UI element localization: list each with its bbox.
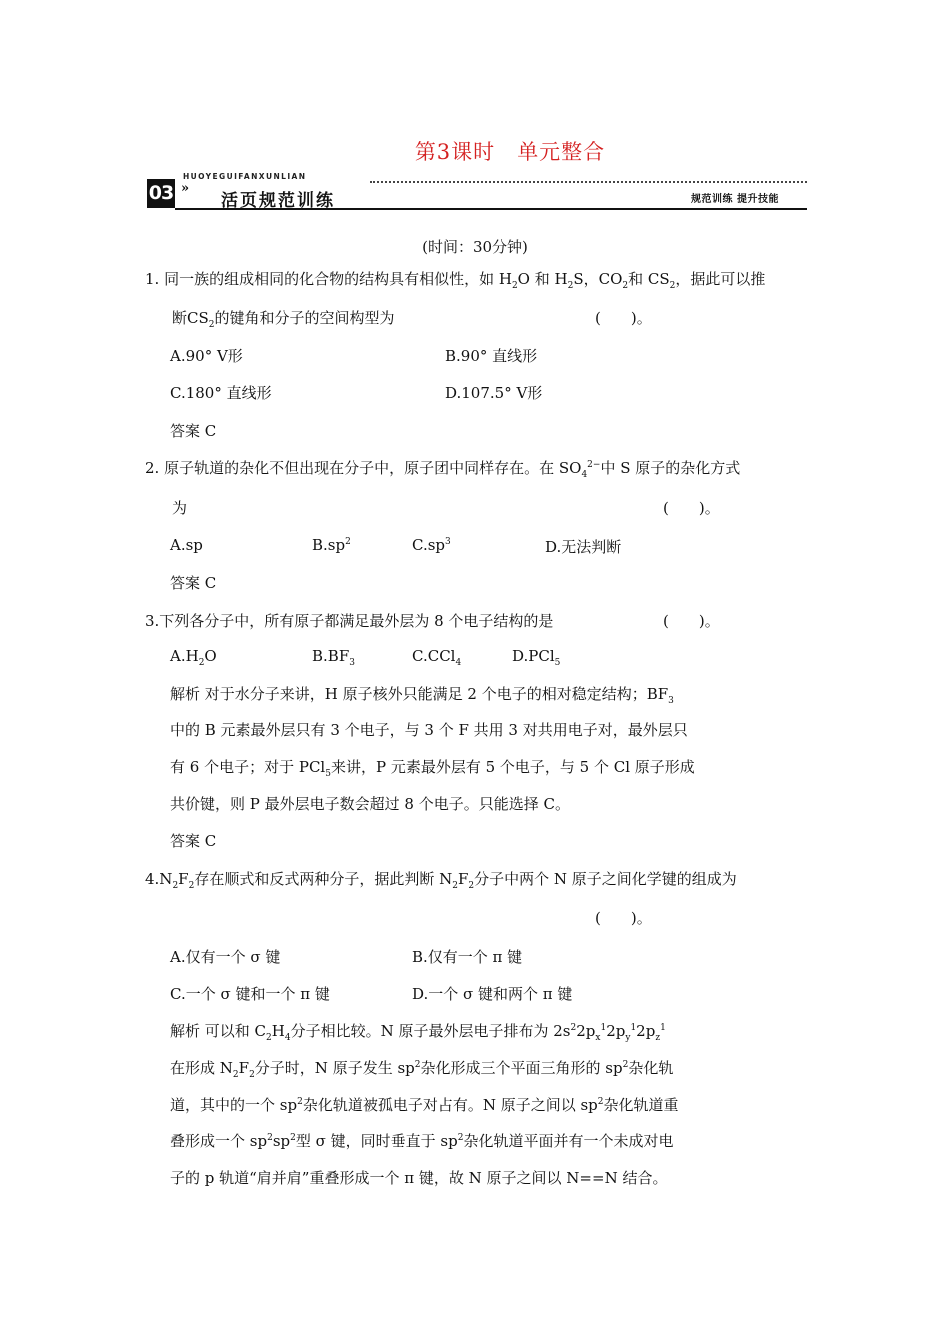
- banner-slogan: 规范训练 提升技能: [691, 194, 779, 205]
- q2-answer-blank: ( )。: [663, 499, 720, 517]
- q2-stem-line1: 2. 原子轨道的杂化不但出现在分子中，原子团中同样存在。在 $SO_4^{2-}$中 S 原子的杂化方式: [145, 459, 741, 480]
- q1-option-c: C.180° 直线形: [170, 384, 272, 402]
- q2-answer: 答案 C: [170, 574, 217, 592]
- q3-explanation-line1: 解析 对于水分子来讲，H 原子核外只能满足 2 个电子的相对稳定结构；$BF_3$: [170, 685, 674, 706]
- q4-option-c: C.一个 σ 键和一个 π 键: [170, 985, 330, 1003]
- q1-stem-line2: 断$CS_2$的键角和分子的空间构型为: [172, 309, 395, 330]
- banner-dotted-rule: [370, 181, 807, 183]
- q3-option-d: D.PCl$_5$: [512, 647, 561, 668]
- banner-pinyin: HUOYEGUIFANXUNLIAN: [183, 172, 307, 181]
- title-lesson: 第3课时: [414, 140, 496, 164]
- q2-option-d: D.无法判断: [545, 538, 622, 556]
- q1-option-d: D.107.5° V形: [445, 384, 543, 402]
- q4-answer-blank: ( )。: [595, 909, 652, 927]
- q3-explanation-line2: 中的 B 元素最外层只有 3 个电子，与 3 个 F 共用 3 对共用电子对，最外层只: [170, 721, 688, 739]
- q1-answer: 答案 C: [170, 422, 217, 440]
- q4-option-d: D.一个 σ 键和两个 π 键: [412, 985, 573, 1003]
- q2-stem-line2: 为: [172, 499, 188, 517]
- q3-option-a: $A.H_2O$: [170, 647, 217, 668]
- q3-answer: 答案 C: [170, 832, 217, 850]
- banner-heading: 活页规范训练: [221, 191, 335, 211]
- q1-stem-line1: 1. 同一族的组成相同的化合物的结构具有相似性，如 $H_2O$ 和 $H_2S$，$CO_2$和 $CS_2$，据此可以推: [145, 270, 766, 291]
- q3-explanation-line4: 共价键，则 P 最外层电子数会超过 8 个电子。只能选择 C。: [170, 795, 570, 813]
- title-unit: 单元整合: [517, 140, 606, 164]
- q3-answer-blank: ( )。: [663, 612, 720, 630]
- q4-stem: $4.N_2F_2$存在顺式和反式两种分子，据此判断 $N_2F_2$分子中两个 N 原子之间化学键的组成为: [145, 870, 737, 891]
- page-title: [0, 136, 950, 166]
- q1-option-b: B.90° 直线形: [445, 347, 538, 365]
- q2-option-b: $B.sp^2$: [312, 536, 351, 554]
- q4-option-a: A.仅有一个 σ 键: [170, 948, 281, 966]
- section-banner: [145, 172, 807, 212]
- banner-number: 03: [147, 179, 175, 208]
- q4-option-b: B.仅有一个 π 键: [412, 948, 523, 966]
- q4-explanation-line4: 叠形成一个 $sp^2sp^2$型 σ 键，同时垂直于 $sp^2$杂化轨道平面并有一个未成对电: [170, 1132, 674, 1150]
- q3-explanation-line3: 有 6 个电子；对于 PCl$_5$来讲，P 元素最外层有 5 个电子，与 5 个 Cl 原子形成: [170, 758, 695, 779]
- time-note: (时间：30分钟): [422, 238, 528, 256]
- q4-explanation-line1: 解析 可以和 $C_2H_4$分子相比较。N 原子最外层电子排布为 $2s^22p_x^12p_y^12p_z^1$: [170, 1022, 666, 1043]
- q1-answer-blank: ( )。: [595, 309, 652, 327]
- q4-explanation-line5: 子的 p 轨道“肩并肩”重叠形成一个 π 键，故 N 原子之间以 N==N 结合。: [170, 1169, 668, 1187]
- q4-explanation-line3: 道，其中的一个 $sp^2$杂化轨道被孤电子对占有。N 原子之间以 $sp^2$杂化轨道重: [170, 1096, 679, 1114]
- q2-option-c: $C.sp^3$: [412, 536, 451, 554]
- q4-explanation-line2: 在形成 $N_2F_2$分子时，N 原子发生 $sp^2$杂化形成三个平面三角形的 $sp^2$杂化轨: [170, 1059, 674, 1080]
- chevron-icon: »: [181, 181, 190, 196]
- q3-stem: 3.下列各分子中，所有原子都满足最外层为 8 个电子结构的是: [145, 612, 554, 630]
- banner-rule: [175, 208, 807, 210]
- q1-option-a: A.90° V形: [170, 347, 243, 365]
- q3-option-c: C.CCl$_4$: [412, 647, 462, 668]
- q2-option-a: A.sp: [170, 536, 203, 554]
- q3-option-b: $B.BF_3$: [312, 647, 355, 668]
